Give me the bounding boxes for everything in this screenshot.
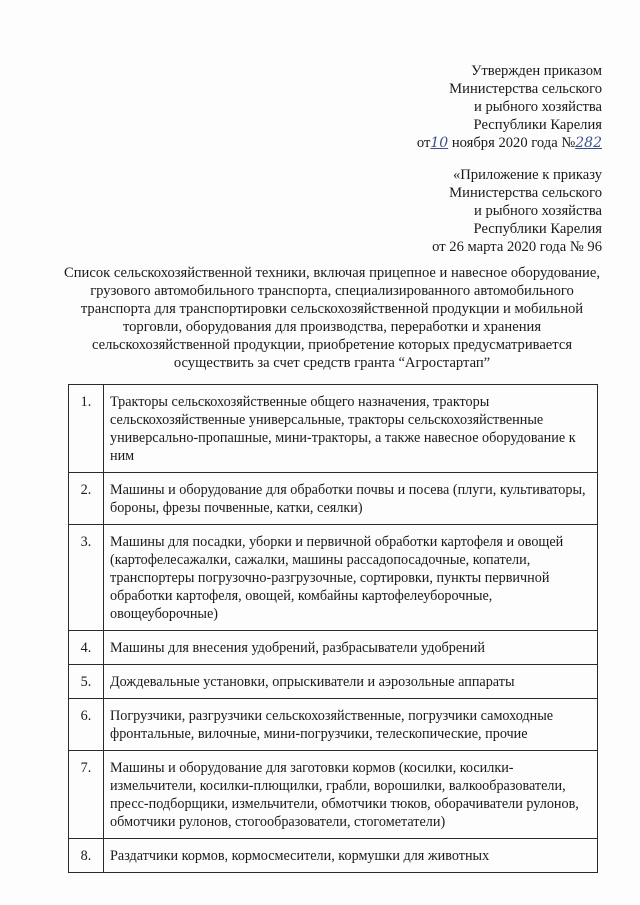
row-text: Дождевальные установки, опрыскиватели и аэрозольные аппараты: [104, 665, 598, 699]
appendix-line: и рыбного хозяйства: [473, 203, 602, 219]
table-row: [69, 751, 598, 839]
row-number: 5.: [69, 665, 104, 699]
appendix-block: [432, 166, 602, 256]
appendix-line: Республики Карелия: [473, 221, 602, 237]
approval-line: Министерства сельского: [449, 81, 602, 97]
approval-date-rest: ноября 2020 года №: [448, 135, 576, 151]
approval-block: [417, 62, 602, 152]
approval-line: Утвержден приказом: [471, 63, 602, 79]
table-row: [69, 839, 598, 873]
row-text: Тракторы сельскохозяйственные общего назначения, тракторы сельскохозяйственные универсальные, тракторы сельскохозяйственные универсально-пропашные, мини-тракторы, а также навесное оборудование к ним: [104, 385, 598, 473]
row-text: Раздатчики кормов, кормосмесители, кормушки для животных: [104, 839, 598, 873]
table-row: [69, 665, 598, 699]
approval-line: Республики Карелия: [473, 117, 602, 133]
table-row: [69, 525, 598, 631]
row-text: Машины и оборудование для заготовки кормов (косилки, косилки-измельчители, косилки-плющилки, грабли, ворошилки, валкообразователи, пресс-подборщики, измельчители, обмотчики тюков, оборачиватели рулонов, обмотчики рулонов, стогообразователи, стогометатели): [104, 751, 598, 839]
row-number: 1.: [69, 385, 104, 473]
appendix-line: «Приложение к приказу: [452, 167, 602, 183]
row-text: Погрузчики, разгрузчики сельскохозяйственные, погрузчики самоходные фронтальные, вилочные, мини-погрузчики, телескопические, прочие: [104, 699, 598, 751]
row-number: 7.: [69, 751, 104, 839]
table-row: [69, 631, 598, 665]
table-row: [69, 473, 598, 525]
approval-date-prefix: от: [416, 135, 431, 151]
row-text: Машины для посадки, уборки и первичной обработки картофеля и овощей (картофелесажалки, сажалки, машины рассадопосадочные, копатели, транспортеры погрузочно-разгрузочные, сортировки, пункты первичной обработки картофеля, овощей, комбайны картофелеуборочные, овощеуборочные): [104, 525, 598, 631]
table-row: [69, 699, 598, 751]
table-row: [69, 385, 598, 473]
row-number: 8.: [69, 839, 104, 873]
approval-date-line: [417, 134, 602, 152]
list-title: Список сельскохозяйственной техники, включая прицепное и навесное оборудование, грузового автомобильного транспорта, специализированного автомобильного транспорта для транспортировки сельскохозяйственной продукции и мобильной торговли, оборудования для производства, переработки и хранения сельскохозяйственной продукции, приобретение которых предусматривается осуществить за счет средств гранта “Агростартап”: [64, 265, 600, 371]
approval-line: и рыбного хозяйства: [473, 99, 602, 115]
row-number: 2.: [69, 473, 104, 525]
row-number: 4.: [69, 631, 104, 665]
row-number: 3.: [69, 525, 104, 631]
equipment-table: [68, 384, 598, 873]
approval-date-day: 10: [430, 135, 449, 151]
appendix-line: Министерства сельского: [449, 185, 602, 201]
row-number: 6.: [69, 699, 104, 751]
appendix-line: от 26 марта 2020 года № 96: [432, 239, 602, 255]
approval-order-number: 282: [575, 135, 602, 151]
row-text: Машины для внесения удобрений, разбрасыватели удобрений: [104, 631, 598, 665]
row-text: Машины и оборудование для обработки почвы и посева (плуги, культиваторы, бороны, фрезы почвенные, катки, сеялки): [104, 473, 598, 525]
